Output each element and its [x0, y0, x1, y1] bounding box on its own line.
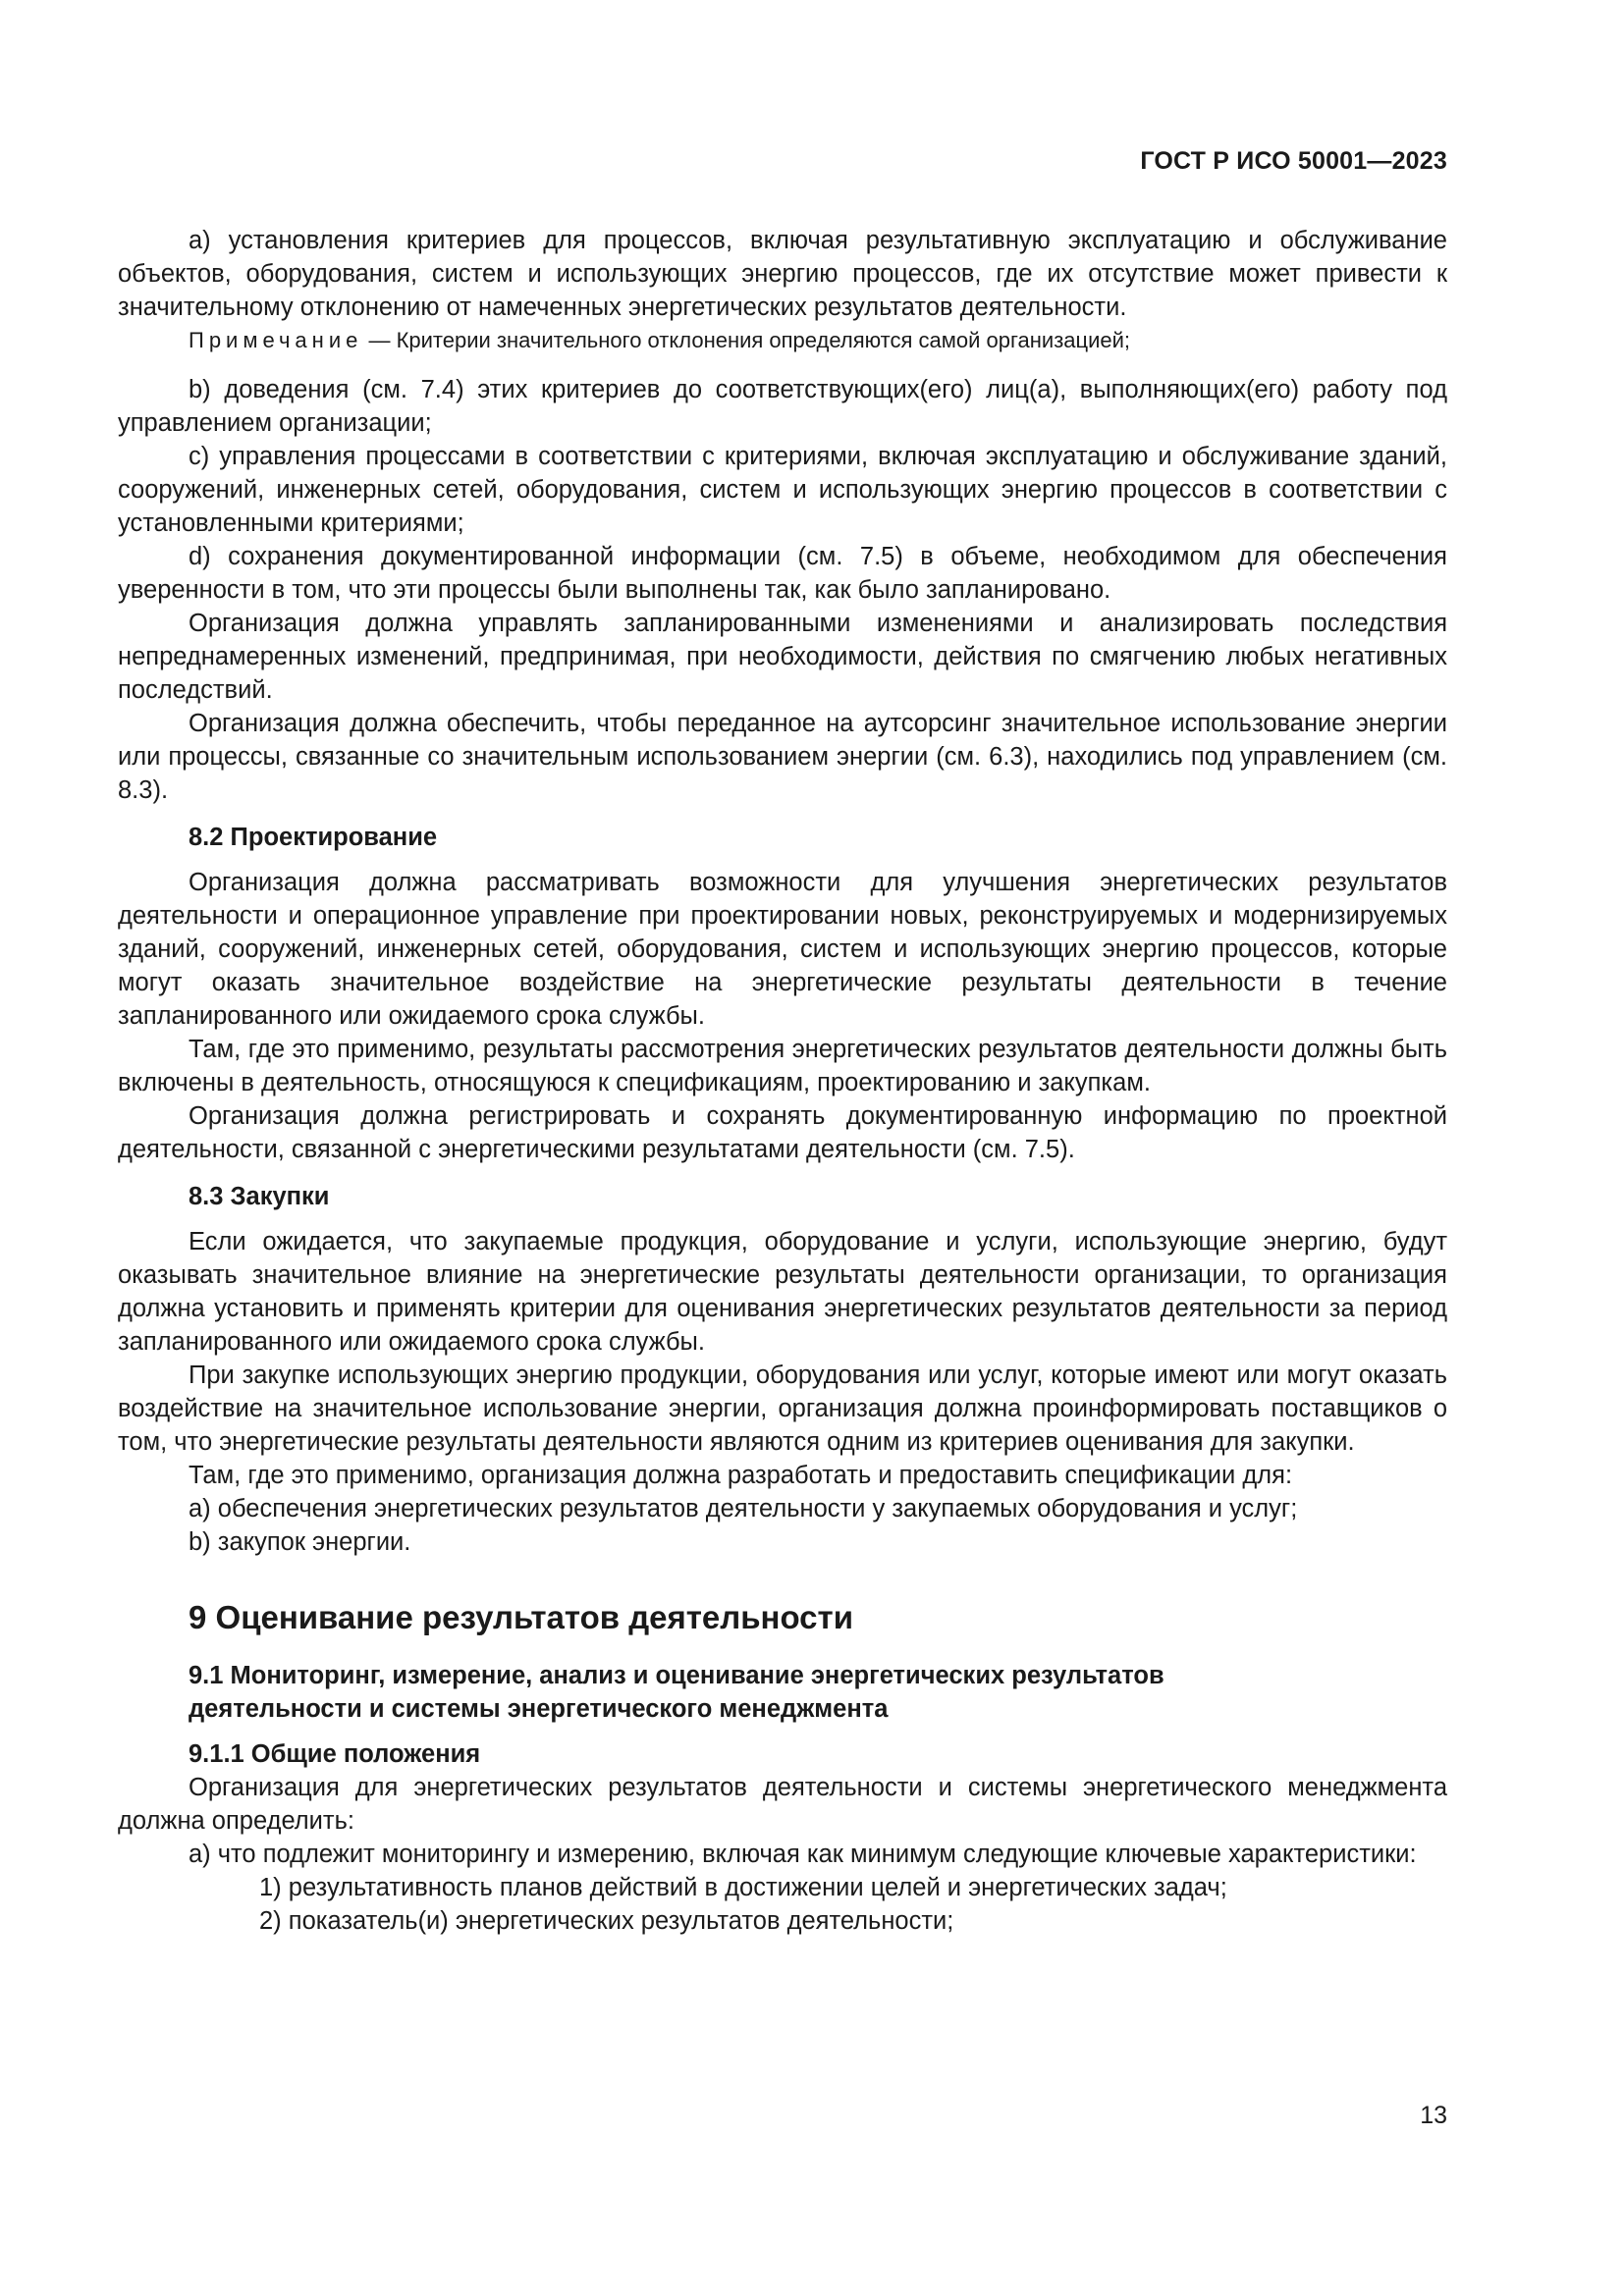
section-9-1-title-line1: 9.1 Мониторинг, измерение, анализ и оценивание энергетических результатов [189, 1662, 1164, 1689]
note [118, 326, 1447, 355]
note-text: — Критерии значительного отклонения определяются самой организацией; [362, 328, 1131, 352]
section-9-1-1-subitem-1: 1) результативность планов действий в достижении целей и энергетических задач; [259, 1874, 1227, 1901]
section-9-1-1-subitem-2: 2) показатель(и) энергетических результатов деятельности; [259, 1907, 954, 1935]
paragraph-a-criteria: a) установления критериев для процессов, включая результативную эксплуатацию и обслуживание объектов, оборудования, систем и использующих энергию процессов, где их отсутствие может привести к значительному отклонению от намеченных энергетических результатов деятельности. [118, 227, 1447, 321]
section-8-2-p3: Организация должна регистрировать и сохранять документированную информацию по проектной деятельности, связанной с энергетическими результатами деятельности (см. 7.5). [118, 1102, 1447, 1163]
section-8-3-item-a: a) обеспечения энергетических результатов деятельности у закупаемых оборудования и услуг; [189, 1495, 1298, 1522]
section-9-1-title [118, 1659, 1447, 1726]
section-8-2-p1: Организация должна рассматривать возможности для улучшения энергетических результатов деятельности и операционное управление при проектировании новых, реконструируемых и модернизируемых зданий, сооружений, инженерных сетей, оборудования, систем и использующих энергию процессов, которые могут оказать значительное воздействие на энергетические результаты деятельности в течение запланированного или ожидаемого срока службы. [118, 869, 1447, 1030]
section-8-2-p2: Там, где это применимо, результаты рассмотрения энергетических результатов деятельности должны быть включены в деятельность, относящуюся к спецификациям, проектированию и закупкам. [118, 1036, 1447, 1096]
document-page [118, 0, 1447, 2296]
section-8-3-p2: При закупке использующих энергию продукции, оборудования или услуг, которые имеют или могут оказать воздействие на значительное использование энергии, организация должна проинформировать поставщиков о том, что энергетические результаты деятельности являются одним из критериев оценивания для закупки. [118, 1362, 1447, 1456]
document-id-header: ГОСТ Р ИСО 50001—2023 [1140, 147, 1447, 175]
section-9-1-1-p1: Организация для энергетических результатов деятельности и системы энергетического менеджмента должна определить: [118, 1774, 1447, 1835]
section-8-3-item-b: b) закупок энергии. [189, 1528, 411, 1556]
paragraph-outsourced: Организация должна обеспечить, чтобы переданное на аутсорсинг значительное использование энергии или процессы, связанные со значительным использованием энергии (см. 6.3), находились под управлением (см. 8.3). [118, 710, 1447, 804]
paragraph-c-control: c) управления процессами в соответствии с критериями, включая эксплуатацию и обслуживание зданий, сооружений, инженерных сетей, оборудования, систем и использующих энергию процессов в соответствии с установленными критериями; [118, 443, 1447, 537]
section-9-1-1-item-a: a) что подлежит мониторингу и измерению, включая как минимум следующие ключевые характеристики: [189, 1841, 1417, 1868]
section-9-title: 9 Оценивание результатов деятельности [189, 1599, 853, 1635]
section-9-1-title-line2: деятельности и системы энергетического менеджмента [189, 1695, 889, 1723]
paragraph-changes: Организация должна управлять запланированными изменениями и анализировать последствия непреднамеренных изменений, предпринимая, при необходимости, действия по смягчению любых негативных последствий. [118, 610, 1447, 704]
section-8-3-p1: Если ожидается, что закупаемые продукция, оборудование и услуги, использующие энергию, будут оказывать значительное влияние на энергетические результаты деятельности организации, то организация должна установить и применять критерии для оценивания энергетических результатов деятельности за период запланированного или ожидаемого срока службы. [118, 1228, 1447, 1356]
section-8-3-title: 8.3 Закупки [189, 1183, 330, 1210]
section-8-2-title: 8.2 Проектирование [189, 824, 438, 851]
section-8-3-p3: Там, где это применимо, организация должна разработать и предоставить спецификации для: [189, 1462, 1293, 1489]
section-9-1-1-title: 9.1.1 Общие положения [189, 1740, 481, 1768]
page-number: 13 [1420, 2102, 1447, 2129]
note-label: Примечание [189, 328, 363, 352]
paragraph-d-retain: d) сохранения документированной информации (см. 7.5) в объеме, необходимом для обеспечения уверенности в том, что эти процессы были выполнены так, как было запланировано. [118, 543, 1447, 604]
document-body [118, 224, 1447, 1938]
paragraph-b-communicate: b) доведения (см. 7.4) этих критериев до соответствующих(его) лиц(а), выполняющих(его) работу под управлением организации; [118, 376, 1447, 437]
